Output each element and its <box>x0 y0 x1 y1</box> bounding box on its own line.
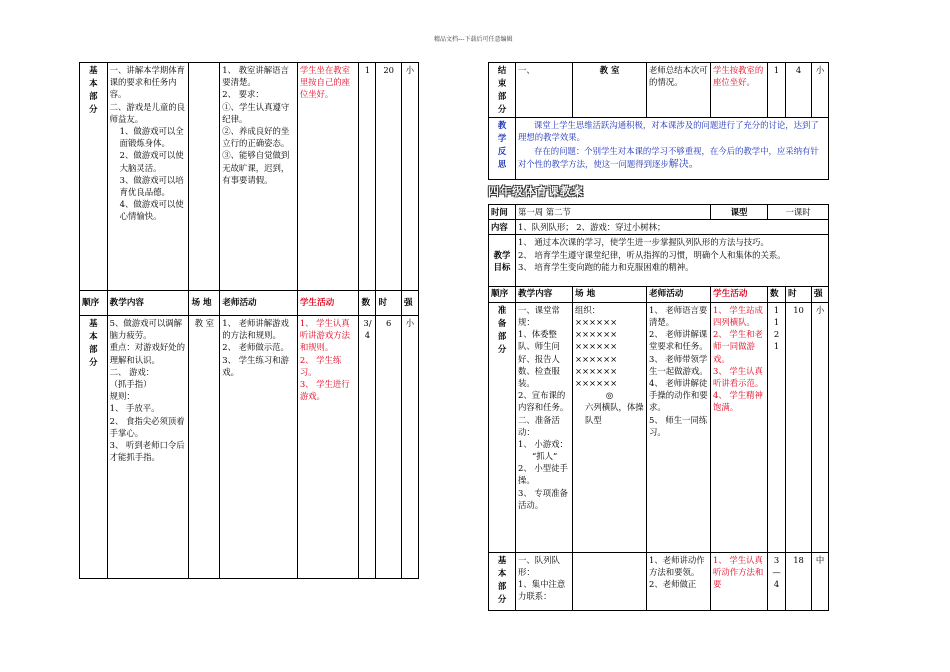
end-teacher-cell: 老师总结本次可的情况。 <box>647 63 711 118</box>
formation-row: ×××××× <box>575 317 618 328</box>
formation-row: ×××××× <box>575 353 618 364</box>
reflection-cell: 课堂上学生思维活跃沟通积极，对本课涉及的问题进行了充分的讨论，达到了理想的教学效果。 存在的问题：个别学生对本课的学习不够重视，在今后的教学中，应采纳有针对个性的教学方法，使这一问题得到逐步解决。 <box>516 118 829 180</box>
goal-label: 教学目标 <box>489 235 516 287</box>
formation-row: ×××××× <box>575 329 618 340</box>
header-content: 教学内容 <box>516 287 573 302</box>
basic-right-count-cell: 3—4 <box>768 552 786 610</box>
venue-cell-empty <box>189 63 220 291</box>
prep-teacher-cell: 1、 老师语言要清楚。 2、 老师讲解课堂要求和任务。 3、 老师带领学生一起做游戏。 4、 老师讲解徒手操的动作和要求。 5、 师生一同练习。 <box>647 302 711 552</box>
section-label-reflection: 教 学 反 思 <box>489 118 516 180</box>
type-label: 课型 <box>711 205 768 220</box>
intensity-cell-2: 小 <box>401 316 418 579</box>
end-intensity-cell: 小 <box>812 63 829 118</box>
end-student-cell: 学生按教室的座位坐好。 <box>711 63 768 118</box>
end-time-cell: 4 <box>786 63 812 118</box>
right-top-table <box>488 62 829 180</box>
header-content: 教学内容 <box>107 291 189 316</box>
end-venue-cell: 教 室 <box>573 63 647 118</box>
header-teacher: 老师活动 <box>220 291 298 316</box>
header-time: 时 <box>786 287 812 302</box>
teacher-activity-cell: 1、 教室讲解语言要清楚。 2、 要求： ①、学生认真遵守纪律。 ②、养成良好的坐立行的正确姿态。 ③、能够自觉做到无故旷课，迟到，有事要请假。 <box>220 63 298 291</box>
header-student: 学生活动 <box>297 291 359 316</box>
basic-right-student-cell: 1、 学生认真听动作方法和要 <box>711 552 768 610</box>
end-content-cell: 一、 <box>516 63 573 118</box>
header-order: 顺序 <box>489 287 516 302</box>
header-count: 数 <box>359 291 376 316</box>
right-lesson-table <box>488 204 829 611</box>
content-value: 1、队列队形； 2、游戏：穿过小树林； <box>516 220 829 235</box>
header-venue: 场 地 <box>189 291 220 316</box>
count-cell: 1 <box>359 63 376 291</box>
basic-right-content-cell: 一、队列队形： 1、集中注意力联系： <box>516 552 573 610</box>
header-venue: 场 地 <box>573 287 647 302</box>
section-label-prep: 准 备 部 分 <box>489 302 516 552</box>
basic-right-time-cell: 18 <box>786 552 812 610</box>
venue-cell: 教 室 <box>189 316 220 579</box>
time-cell: 20 <box>376 63 402 291</box>
section-label-end: 结 束 部 分 <box>489 63 516 118</box>
student-activity-cell: 学生坐在教室里按自己的座位坐好。 <box>297 63 359 291</box>
section-label-basic-2: 基 本 部 分 <box>80 316 108 579</box>
header-intensity: 强 <box>812 287 829 302</box>
goal-cell: 1、 通过本次课的学习，使学生进一步掌握队列队形的方法与技巧。 2、 培育学生遵守课堂纪律，听从指挥的习惯，明确个人和集体的关系。 3、 培育学生变向跑的能力和克服困难的精神。 <box>516 235 829 287</box>
intensity-cell: 小 <box>401 63 418 291</box>
basic-right-intensity-cell: 中 <box>812 552 829 610</box>
header-intensity: 强 <box>401 291 418 316</box>
teacher-position-symbol: ◎ <box>605 390 614 401</box>
section-label-basic: 基 本 部 分 <box>80 63 108 291</box>
basic-content-cell: 一、讲解本学期体育课的要求和任务内容。 二、游戏是儿童的良师益友。 1、做游戏可以全面锻炼身体。 2、做游戏可以使大脑灵活。 3、做游戏可以培育优良品德。 4、做游戏可以使心情愉快。 <box>107 63 189 291</box>
content-label: 内容 <box>489 220 516 235</box>
prep-intensity-cell: 小 <box>812 302 829 552</box>
prep-student-cell: 1、 学生站成四列横队。 2、 学生和老师一同做游戏。 3、 学生认真听讲看示范。 4、 学生精神饱满。 <box>711 302 768 552</box>
header-teacher: 老师活动 <box>647 287 711 302</box>
end-count-cell: 1 <box>768 63 786 118</box>
formation-row: ×××××× <box>575 377 618 388</box>
section-label-basic-right: 基 本 部 分 <box>489 552 516 610</box>
type-value: 一课时 <box>768 205 829 220</box>
prep-venue-cell: 组织： ×××××× ×××××× ×××××× ×××××× ×××××× ×××××× ◎ 六列横队，体操队型 <box>573 302 647 552</box>
count-cell-2: 3/4 <box>359 316 376 579</box>
prep-count-cell: 1 1 2 1 <box>768 302 786 552</box>
left-lesson-table <box>79 62 419 579</box>
header-student: 学生活动 <box>711 287 768 302</box>
basic-right-teacher-cell: 1、老师讲动作方法和要领。 2、老师做正 <box>647 552 711 610</box>
grade-title: 四年级体育课教案 <box>488 185 584 198</box>
time-cell-2: 6 <box>376 316 402 579</box>
time-label: 时间 <box>489 205 516 220</box>
page-header: 精品文档---下载后可任意编辑 <box>434 36 513 43</box>
basic-content-cell-2: 5、做游戏可以调解脑力疲劳。 重点：对游戏好处的理解和认识。 二、 游戏： （抓手指） 规则： 1、 手放平。 2、 食指尖必须顶着手掌心。 3、 听到老师口令后才能抓手指。 <box>107 316 189 579</box>
teacher-activity-cell-2: 1、 老师讲解游戏的方法和规则。 2、 老师做示范。 3、 学生练习和游戏。 <box>220 316 298 579</box>
header-count: 数 <box>768 287 786 302</box>
formation-row: ×××××× <box>575 341 618 352</box>
prep-time-cell: 10 <box>786 302 812 552</box>
header-order: 顺序 <box>80 291 108 316</box>
header-time: 时 <box>376 291 402 316</box>
time-value: 第一周 第二节 <box>516 205 711 220</box>
basic-right-venue-cell <box>573 552 647 610</box>
student-activity-cell-2: 1、 学生认真听讲游戏方法和规则。 2、 学生练习。 3、 学生进行游戏。 <box>297 316 359 579</box>
prep-content-cell: 一、课堂常规： 1、体委整队、师生问好、报告人数、检查服装。 2、宣布课的内容和任务。 二、准备活动： 1、 小游戏： “抓人” 2、 小型徒手操。 3、 专项准备活动。 <box>516 302 573 552</box>
formation-row: ×××××× <box>575 365 618 376</box>
